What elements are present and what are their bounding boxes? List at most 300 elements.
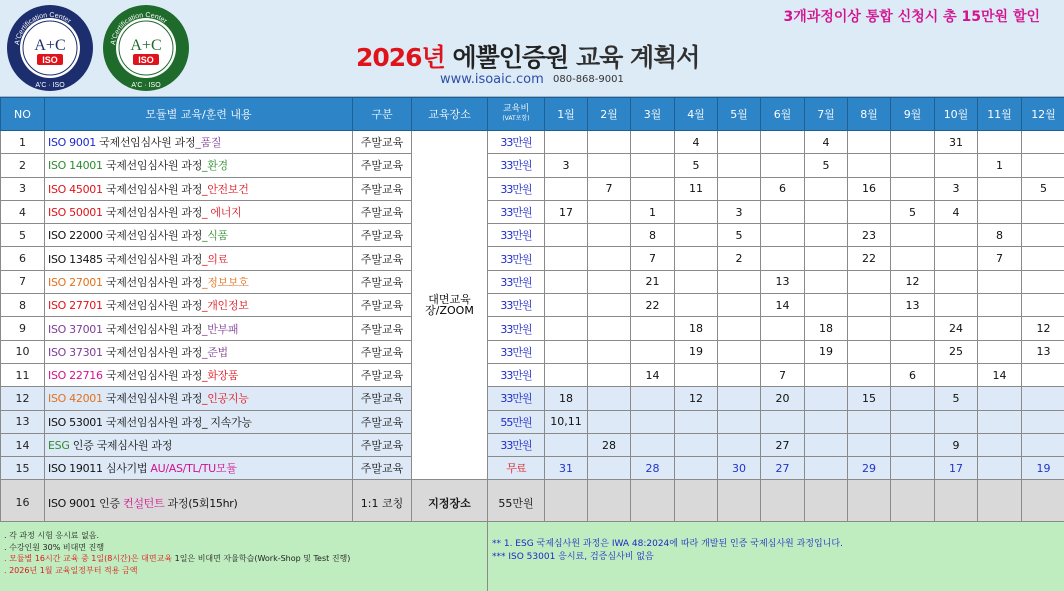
table-row [1, 317, 1064, 340]
svg-text:A'C · ISO: A'C · ISO [35, 82, 65, 89]
course-field: AU/AS/TL/TU모듈 [150, 462, 237, 476]
course-name [45, 480, 353, 526]
month-date [675, 200, 718, 223]
month-date: 4 [805, 131, 848, 154]
note-line-cont: 1일은 비대면 자율학습(Work-Shop 및 Test 진행) [172, 554, 351, 563]
month-date [588, 410, 631, 433]
course-name [45, 224, 353, 247]
header-fee [488, 98, 545, 131]
month-date: 19 [805, 340, 848, 363]
month-date-empty [588, 480, 631, 526]
month-date: 28 [631, 457, 675, 480]
month-date: 13 [891, 294, 935, 317]
course-standard: ISO 19011 [48, 462, 103, 476]
course-standard: ISO 37301 [48, 345, 103, 359]
header-month: 11월 [978, 98, 1022, 131]
month-date [588, 457, 631, 480]
month-date-empty [891, 480, 935, 526]
month-date: 30 [718, 457, 761, 480]
month-date: 1 [978, 154, 1022, 177]
course-type: 1:1 코칭 [353, 480, 412, 526]
svg-text:A'Certification Center: A'Certification Center [14, 11, 72, 46]
course-type: 주말교육 [353, 317, 412, 340]
course-name [45, 154, 353, 177]
course-title: 심사기법 [102, 462, 151, 476]
header-month: 5월 [718, 98, 761, 131]
row-number: 11 [1, 363, 45, 386]
month-date: 22 [631, 294, 675, 317]
header-fee-label: 교육비 [502, 104, 530, 114]
month-date: 2 [718, 247, 761, 270]
month-date: 9 [935, 433, 978, 456]
month-date: 29 [848, 457, 891, 480]
month-date: 22 [848, 247, 891, 270]
course-name [45, 200, 353, 223]
month-date [761, 224, 805, 247]
note-line: . 수강인원 30% 비대면 진행 [4, 542, 105, 552]
course-type: 주말교육 [353, 387, 412, 410]
month-date [588, 154, 631, 177]
header [0, 0, 1064, 97]
month-date [718, 317, 761, 340]
month-date [545, 131, 588, 154]
svg-text:A+C: A+C [34, 37, 66, 54]
course-standard: ISO 37001 [48, 322, 103, 336]
row-number: 12 [1, 387, 45, 410]
course-type: 주말교육 [353, 410, 412, 433]
month-date [761, 410, 805, 433]
header-course-name: 모듈별 교육/훈련 내용 [45, 98, 353, 131]
row-number: 3 [1, 177, 45, 200]
course-standard: ISO 27701 [48, 299, 103, 313]
month-date [545, 340, 588, 363]
month-date [978, 410, 1022, 433]
month-date [675, 457, 718, 480]
month-date [805, 363, 848, 386]
course-title: 국제선임심사원 과정 [102, 252, 203, 266]
course-title: ISO 9001 인증 [48, 496, 124, 510]
course-name [45, 387, 353, 410]
course-type: 주말교육 [353, 177, 412, 200]
course-fee: 55만원 [488, 410, 545, 433]
month-date [1022, 433, 1064, 456]
month-date [805, 457, 848, 480]
month-date-empty [978, 480, 1022, 526]
month-date [891, 317, 935, 340]
month-date [718, 177, 761, 200]
phone-number: 080-868-9001 [553, 74, 624, 85]
course-fee: 33만원 [488, 433, 545, 456]
note-line: . 각 과정 시험 응시료 없음. [4, 531, 100, 540]
month-date [805, 294, 848, 317]
month-date-empty [718, 480, 761, 526]
course-title: 국제선임심사원 과정 [102, 275, 203, 289]
month-date [675, 294, 718, 317]
month-date: 3 [718, 200, 761, 223]
header-month: 3월 [631, 98, 675, 131]
month-date: 4 [675, 131, 718, 154]
month-date [631, 154, 675, 177]
month-date-empty [935, 480, 978, 526]
month-date [718, 270, 761, 293]
month-date [978, 200, 1022, 223]
promo-banner: 3개과정이상 통합 신청시 총 15만원 할인 [783, 9, 1040, 25]
course-field: _환경 [202, 159, 228, 173]
course-standard: ISO 13485 [48, 252, 103, 266]
month-date [935, 294, 978, 317]
course-type: 주말교육 [353, 457, 412, 480]
course-title: 국제선임심사원 과정 [95, 136, 196, 150]
course-name [45, 410, 353, 433]
month-date [848, 270, 891, 293]
course-title: 국제선임심사원 과정 [102, 206, 203, 220]
month-date [891, 247, 935, 270]
month-date [891, 154, 935, 177]
month-date [545, 177, 588, 200]
table-row [1, 270, 1064, 293]
note-line: . 2026년 1월 교육일정부터 적용 금액 [4, 565, 138, 575]
month-date: 12 [891, 270, 935, 293]
table-row [1, 433, 1064, 456]
month-date: 5 [805, 154, 848, 177]
course-name [45, 457, 353, 480]
month-date [761, 247, 805, 270]
svg-text:A'Certification Center: A'Certification Center [110, 11, 168, 46]
education-place: 지정장소 [412, 480, 488, 526]
month-date: 7 [978, 247, 1022, 270]
month-date [935, 247, 978, 270]
table-row [1, 200, 1064, 223]
month-date [848, 200, 891, 223]
month-date [935, 410, 978, 433]
course-name [45, 131, 353, 154]
month-date: 13 [761, 270, 805, 293]
month-date [848, 131, 891, 154]
month-date [978, 457, 1022, 480]
footer-left-notes [0, 522, 488, 591]
month-date [978, 340, 1022, 363]
month-date [805, 433, 848, 456]
month-date-empty [761, 480, 805, 526]
month-date [805, 224, 848, 247]
course-fee: 33만원 [488, 131, 545, 154]
header-month: 8월 [848, 98, 891, 131]
course-fee: 무료 [488, 457, 545, 480]
course-field: _인공지능 [202, 392, 249, 406]
month-date: 20 [761, 387, 805, 410]
course-name [45, 294, 353, 317]
month-date [891, 131, 935, 154]
course-field: _품질 [195, 136, 222, 150]
month-date [588, 200, 631, 223]
month-date: 19 [675, 340, 718, 363]
note-line [4, 553, 487, 565]
row-number: 2 [1, 154, 45, 177]
course-type: 주말교육 [353, 340, 412, 363]
month-date [805, 177, 848, 200]
header-fee-note: (VAT포함) [502, 115, 530, 122]
course-standard: ISO 53001 [48, 415, 103, 429]
note-line-red: . 모듈별 16시간 교육 중 1일(8시간)은 대면교육 [4, 554, 173, 563]
title-brand: 에뿔인증원 [452, 43, 569, 72]
course-type: 주말교육 [353, 131, 412, 154]
table-row [1, 410, 1064, 433]
month-date [1022, 200, 1064, 223]
table-row [1, 340, 1064, 363]
month-date [805, 247, 848, 270]
month-date: 11 [675, 177, 718, 200]
month-date [1022, 270, 1064, 293]
month-date: 10,11 [545, 410, 588, 433]
month-date [675, 433, 718, 456]
month-date [935, 154, 978, 177]
table-row [1, 294, 1064, 317]
month-date: 12 [675, 387, 718, 410]
month-date-empty [675, 480, 718, 526]
month-date [675, 224, 718, 247]
table-header-row [1, 98, 1064, 131]
month-date [588, 247, 631, 270]
course-title: 국제선임심사원 과정 [102, 345, 203, 359]
row-number: 6 [1, 247, 45, 270]
table-row [1, 363, 1064, 386]
course-title: 국제선임심사원 과정 [102, 415, 203, 429]
course-fee: 33만원 [488, 270, 545, 293]
title-rest: 교육 계획서 [575, 43, 700, 72]
month-date [891, 387, 935, 410]
month-date: 8 [631, 224, 675, 247]
course-fee: 33만원 [488, 177, 545, 200]
course-field: _화장품 [202, 369, 239, 383]
course-type: 주말교육 [353, 224, 412, 247]
month-date [848, 317, 891, 340]
table-row [1, 457, 1064, 480]
month-date: 1 [631, 200, 675, 223]
month-date: 14 [978, 363, 1022, 386]
month-date-empty [631, 480, 675, 526]
month-date [805, 200, 848, 223]
row-number: 13 [1, 410, 45, 433]
month-date [761, 200, 805, 223]
course-field: _준법 [202, 345, 228, 359]
course-field: _개인정보 [202, 299, 249, 313]
course-name [45, 177, 353, 200]
header-month: 7월 [805, 98, 848, 131]
month-date [1022, 131, 1064, 154]
course-type: 주말교육 [353, 433, 412, 456]
month-date [545, 363, 588, 386]
month-date [761, 131, 805, 154]
month-date [631, 433, 675, 456]
month-date: 6 [891, 363, 935, 386]
month-date: 23 [848, 224, 891, 247]
course-standard: ISO 22716 [48, 369, 103, 383]
month-date [1022, 410, 1064, 433]
footer-notes [0, 521, 1064, 591]
row-number: 7 [1, 270, 45, 293]
table-row-consultant [1, 480, 1064, 526]
note-line: ** 1. ESG 국제심사원 과정은 IWA 48:2024에 따라 개발된 인증 국제심사원 과정입니다. [492, 539, 843, 549]
month-date: 5 [718, 224, 761, 247]
month-date [675, 270, 718, 293]
month-date [1022, 294, 1064, 317]
month-date: 12 [1022, 317, 1064, 340]
month-date [935, 270, 978, 293]
month-date: 27 [761, 433, 805, 456]
month-date [848, 433, 891, 456]
table-row [1, 177, 1064, 200]
certification-logo-blue [5, 3, 95, 93]
month-date [718, 410, 761, 433]
month-date: 31 [935, 131, 978, 154]
month-date: 5 [1022, 177, 1064, 200]
course-fee: 33만원 [488, 200, 545, 223]
month-date [978, 270, 1022, 293]
course-standard: ISO 27001 [48, 275, 103, 289]
month-date: 7 [761, 363, 805, 386]
education-place: 대면교육 장/ZOOM [412, 131, 488, 480]
month-date [545, 317, 588, 340]
month-date [848, 363, 891, 386]
month-date: 15 [848, 387, 891, 410]
month-date: 18 [545, 387, 588, 410]
row-number: 10 [1, 340, 45, 363]
website-link[interactable]: www.isoaic.com [440, 72, 544, 87]
header-month: 1월 [545, 98, 588, 131]
month-date [761, 154, 805, 177]
month-date: 21 [631, 270, 675, 293]
svg-text:A+C: A+C [130, 37, 162, 54]
month-date [935, 363, 978, 386]
month-date [545, 247, 588, 270]
svg-text:A'C · ISO: A'C · ISO [131, 82, 161, 89]
month-date [805, 270, 848, 293]
month-date-empty [1022, 480, 1064, 526]
month-date [588, 317, 631, 340]
header-month: 2월 [588, 98, 631, 131]
course-field: 컨설턴트 [123, 496, 165, 510]
month-date [978, 294, 1022, 317]
row-number: 1 [1, 131, 45, 154]
course-type: 주말교육 [353, 154, 412, 177]
header-type: 구분 [353, 98, 412, 131]
month-date: 28 [588, 433, 631, 456]
month-date [718, 154, 761, 177]
month-date [631, 410, 675, 433]
month-date [891, 410, 935, 433]
month-date: 13 [1022, 340, 1064, 363]
footer-right-notes [492, 538, 843, 564]
month-date [718, 363, 761, 386]
course-standard: ESG [48, 439, 70, 452]
month-date [588, 270, 631, 293]
row-number: 8 [1, 294, 45, 317]
course-title: 국제선임심사원 과정 [102, 299, 203, 313]
month-date [545, 224, 588, 247]
course-name [45, 270, 353, 293]
month-date [718, 340, 761, 363]
course-field: _안전보건 [202, 182, 249, 196]
header-month: 4월 [675, 98, 718, 131]
course-title: 국제선임심사원 과정 [102, 159, 203, 173]
month-date-empty [545, 480, 588, 526]
course-name [45, 247, 353, 270]
month-date [588, 131, 631, 154]
course-standard: ISO 14001 [48, 159, 103, 173]
table-row [1, 247, 1064, 270]
month-date: 5 [891, 200, 935, 223]
certification-logo-green [101, 3, 191, 93]
month-date [675, 363, 718, 386]
course-type: 주말교육 [353, 200, 412, 223]
month-date [805, 387, 848, 410]
table-row [1, 387, 1064, 410]
table-row [1, 131, 1064, 154]
course-duration: 과정(5회15hr) [164, 496, 238, 510]
course-fee: 33만원 [488, 247, 545, 270]
course-fee: 33만원 [488, 363, 545, 386]
month-date: 18 [805, 317, 848, 340]
month-date: 3 [545, 154, 588, 177]
month-date [631, 131, 675, 154]
month-date [978, 177, 1022, 200]
month-date: 7 [588, 177, 631, 200]
course-fee: 33만원 [488, 387, 545, 410]
header-month: 9월 [891, 98, 935, 131]
course-title: 국제선임심사원 과정 [102, 392, 203, 406]
row-number: 16 [1, 480, 45, 526]
month-date [761, 340, 805, 363]
month-date [761, 317, 805, 340]
month-date [1022, 247, 1064, 270]
month-date: 25 [935, 340, 978, 363]
month-date: 5 [675, 154, 718, 177]
course-type: 주말교육 [353, 294, 412, 317]
header-month: 10월 [935, 98, 978, 131]
month-date: 14 [631, 363, 675, 386]
month-date [978, 131, 1022, 154]
month-date: 27 [761, 457, 805, 480]
table-row [1, 154, 1064, 177]
header-no: NO [1, 98, 45, 131]
row-number: 5 [1, 224, 45, 247]
month-date [675, 247, 718, 270]
month-date: 4 [935, 200, 978, 223]
course-title: 국제선임심사원 과정 [102, 369, 203, 383]
month-date: 17 [545, 200, 588, 223]
row-number: 4 [1, 200, 45, 223]
course-type: 주말교육 [353, 270, 412, 293]
note-line: *** ISO 53001 응시료, 검증심사비 없음 [492, 552, 654, 562]
course-title: 인증 국제심사원 과정 [69, 439, 173, 452]
month-date [718, 387, 761, 410]
course-field: _ 에너지 [202, 206, 242, 220]
month-date: 5 [935, 387, 978, 410]
month-date: 31 [545, 457, 588, 480]
course-standard: ISO 50001 [48, 206, 103, 220]
month-date: 19 [1022, 457, 1064, 480]
month-date [891, 177, 935, 200]
course-field: _반부패 [202, 322, 239, 336]
course-name [45, 317, 353, 340]
row-number: 14 [1, 433, 45, 456]
course-type: 주말교육 [353, 363, 412, 386]
header-month: 6월 [761, 98, 805, 131]
month-date [1022, 224, 1064, 247]
education-schedule-table [0, 97, 1064, 526]
course-field: _ 지속가능 [202, 415, 252, 429]
table-row [1, 224, 1064, 247]
